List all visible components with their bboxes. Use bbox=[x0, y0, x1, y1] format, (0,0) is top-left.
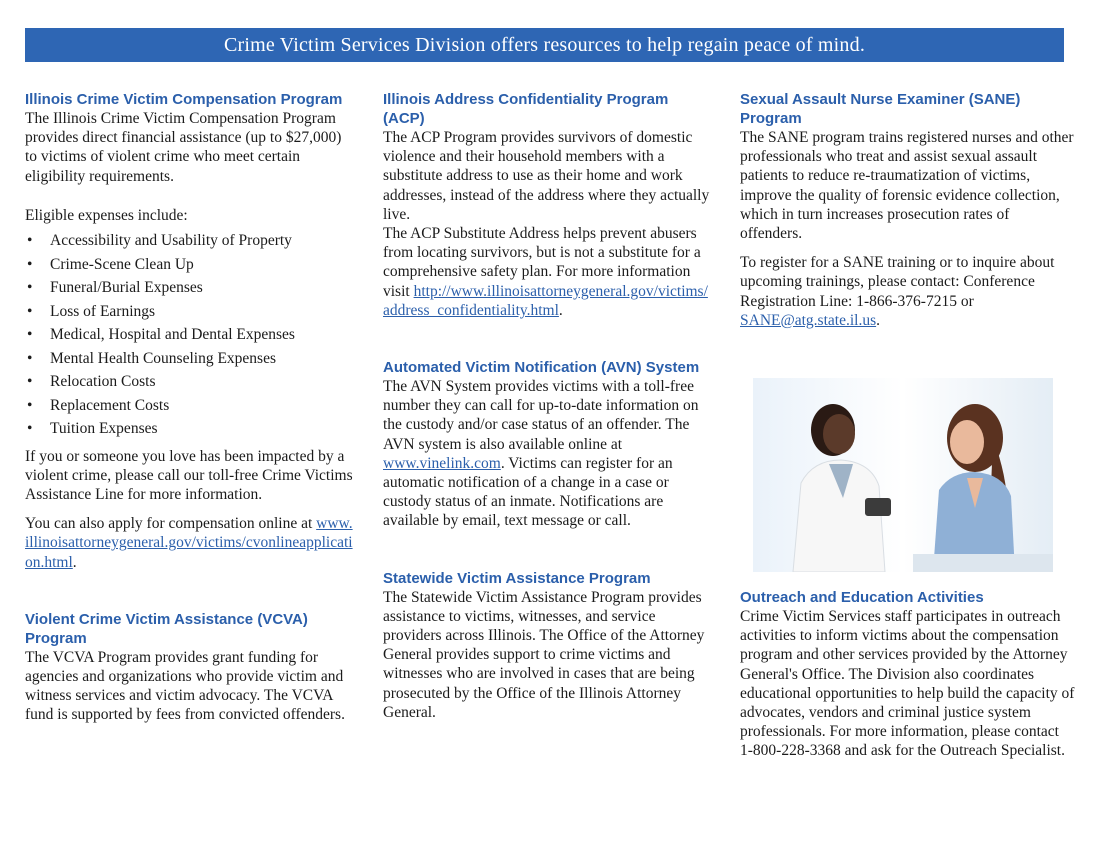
column-left bbox=[25, 90, 355, 725]
compensation-body: The Illinois Crime Victim Compensation Program provides direct financial assistance (up to $27,000) to victims of violent crime who meet certain eligibility requirements. bbox=[25, 110, 342, 185]
acp-body-2: The ACP Substitute Address helps prevent abusers from locating survivors, but is not a substitute for a comprehensive safety plan. For more information visit http://www.illinoisattorneygeneral.gov/victims/address_confidentiality.html. bbox=[383, 225, 708, 319]
call-text: If you or someone you love has been impacted by a violent crime, please call our toll-free Crime Victims Assistance Line for more information. bbox=[25, 447, 353, 503]
expense-list bbox=[25, 229, 355, 441]
outreach-heading: Outreach and Education Activities bbox=[740, 589, 984, 606]
column-right-lower bbox=[740, 588, 1075, 761]
column-middle bbox=[383, 90, 713, 722]
section-outreach bbox=[740, 588, 1075, 761]
vcva-body: The VCVA Program provides grant funding for agencies and organizations who provide victim and witness services and victim advocacy. The VCVA fund is supported by fees from convicted offenders. bbox=[25, 648, 345, 724]
expense-item: • Mental Health Counseling Expenses bbox=[25, 347, 355, 371]
sane-body: The SANE program trains registered nurses and other professionals who treat and assist sexual assault patients to reduce re-traumatization of victims, improve the quality of forensic evidence collection, which in turn increases prosecution rates of offenders. bbox=[740, 129, 1074, 243]
expense-item: • Loss of Earnings bbox=[25, 300, 355, 324]
acp-heading: Illinois Address Confidentiality Program (ACP) bbox=[383, 91, 669, 127]
avn-body: The AVN System provides victims with a toll-free number they can call for up-to-date information on the custody and/or case status of an offender. The AVN system is also available online at www.vinelink.com. Victims can register for an automatic notification of a change in a case or custody status of an inmate. Notifications are available by email, text message or call. bbox=[383, 378, 699, 530]
header-banner bbox=[25, 28, 1064, 62]
sane-heading: Sexual Assault Nurse Examiner (SANE) Program bbox=[740, 91, 1021, 127]
compensation-heading: Illinois Crime Victim Compensation Program bbox=[25, 91, 343, 108]
eligible-intro: Eligible expenses include: bbox=[25, 206, 188, 224]
outreach-body: Crime Victim Services staff participates in outreach activities to inform victims about the compensation program and other services provided by the Attorney General's Office. The Division also coordinates educational opportunities to help build the capacity of advocates, vendors and criminal justice system professionals. For more information, please contact 1-800-228-3368 and ask for the Outreach Specialist. bbox=[740, 608, 1075, 760]
vinelink-link[interactable]: www.vinelink.com bbox=[383, 454, 501, 472]
section-acp bbox=[383, 90, 713, 320]
expense-item: • Accessibility and Usability of Property bbox=[25, 229, 355, 253]
column-right bbox=[740, 90, 1075, 330]
expense-item: • Relocation Costs bbox=[25, 370, 355, 394]
nurse-patient-photo bbox=[753, 378, 1053, 572]
sane-email-link[interactable]: SANE@atg.state.il.us bbox=[740, 311, 877, 329]
expense-item: • Medical, Hospital and Dental Expenses bbox=[25, 323, 355, 347]
expense-item: • Crime-Scene Clean Up bbox=[25, 253, 355, 277]
section-statewide bbox=[383, 569, 713, 722]
section-sane bbox=[740, 90, 1075, 330]
avn-heading: Automated Victim Notification (AVN) System bbox=[383, 359, 700, 377]
vcva-heading: Violent Crime Victim Assistance (VCVA) Program bbox=[25, 610, 308, 647]
apply-text: You can also apply for compensation online at www.illinoisattorneygeneral.gov/victims/cvonlineapplication.html. bbox=[25, 515, 353, 571]
expense-item: • Funeral/Burial Expenses bbox=[25, 276, 355, 300]
section-compensation bbox=[25, 90, 355, 572]
section-vcva bbox=[25, 610, 355, 725]
compensation-application-link[interactable]: www.illinoisattorneygeneral.gov/victims/cvonlineapplication.html bbox=[25, 515, 353, 571]
statewide-heading: Statewide Victim Assistance Program bbox=[383, 569, 651, 587]
expense-item: • Replacement Costs bbox=[25, 394, 355, 418]
expense-item: • Tuition Expenses bbox=[25, 417, 355, 441]
sane-register: To register for a SANE training or to inquire about upcoming trainings, please contact: Conference Registration Line: 1-866-376-7215 or SANE@atg.state.il.us. bbox=[740, 254, 1055, 329]
section-avn bbox=[383, 358, 713, 531]
acp-link[interactable]: http://www.illinoisattorneygeneral.gov/victims/address_confidentiality.html bbox=[383, 282, 708, 319]
banner-text: Crime Victim Services Division offers resources to help regain peace of mind. bbox=[223, 33, 866, 56]
statewide-body: The Statewide Victim Assistance Program provides assistance to victims, witnesses, and service providers across Illinois. The Office of the Attorney General provides support to crime victims and witnesses who are involved in cases that are being prosecuted by the Office of the Illinois Attorney General. bbox=[383, 588, 705, 721]
acp-body: The ACP Program provides survivors of domestic violence and their household members with a substitute address to use as their home and work addresses, instead of the address where they actually live. bbox=[383, 129, 710, 223]
